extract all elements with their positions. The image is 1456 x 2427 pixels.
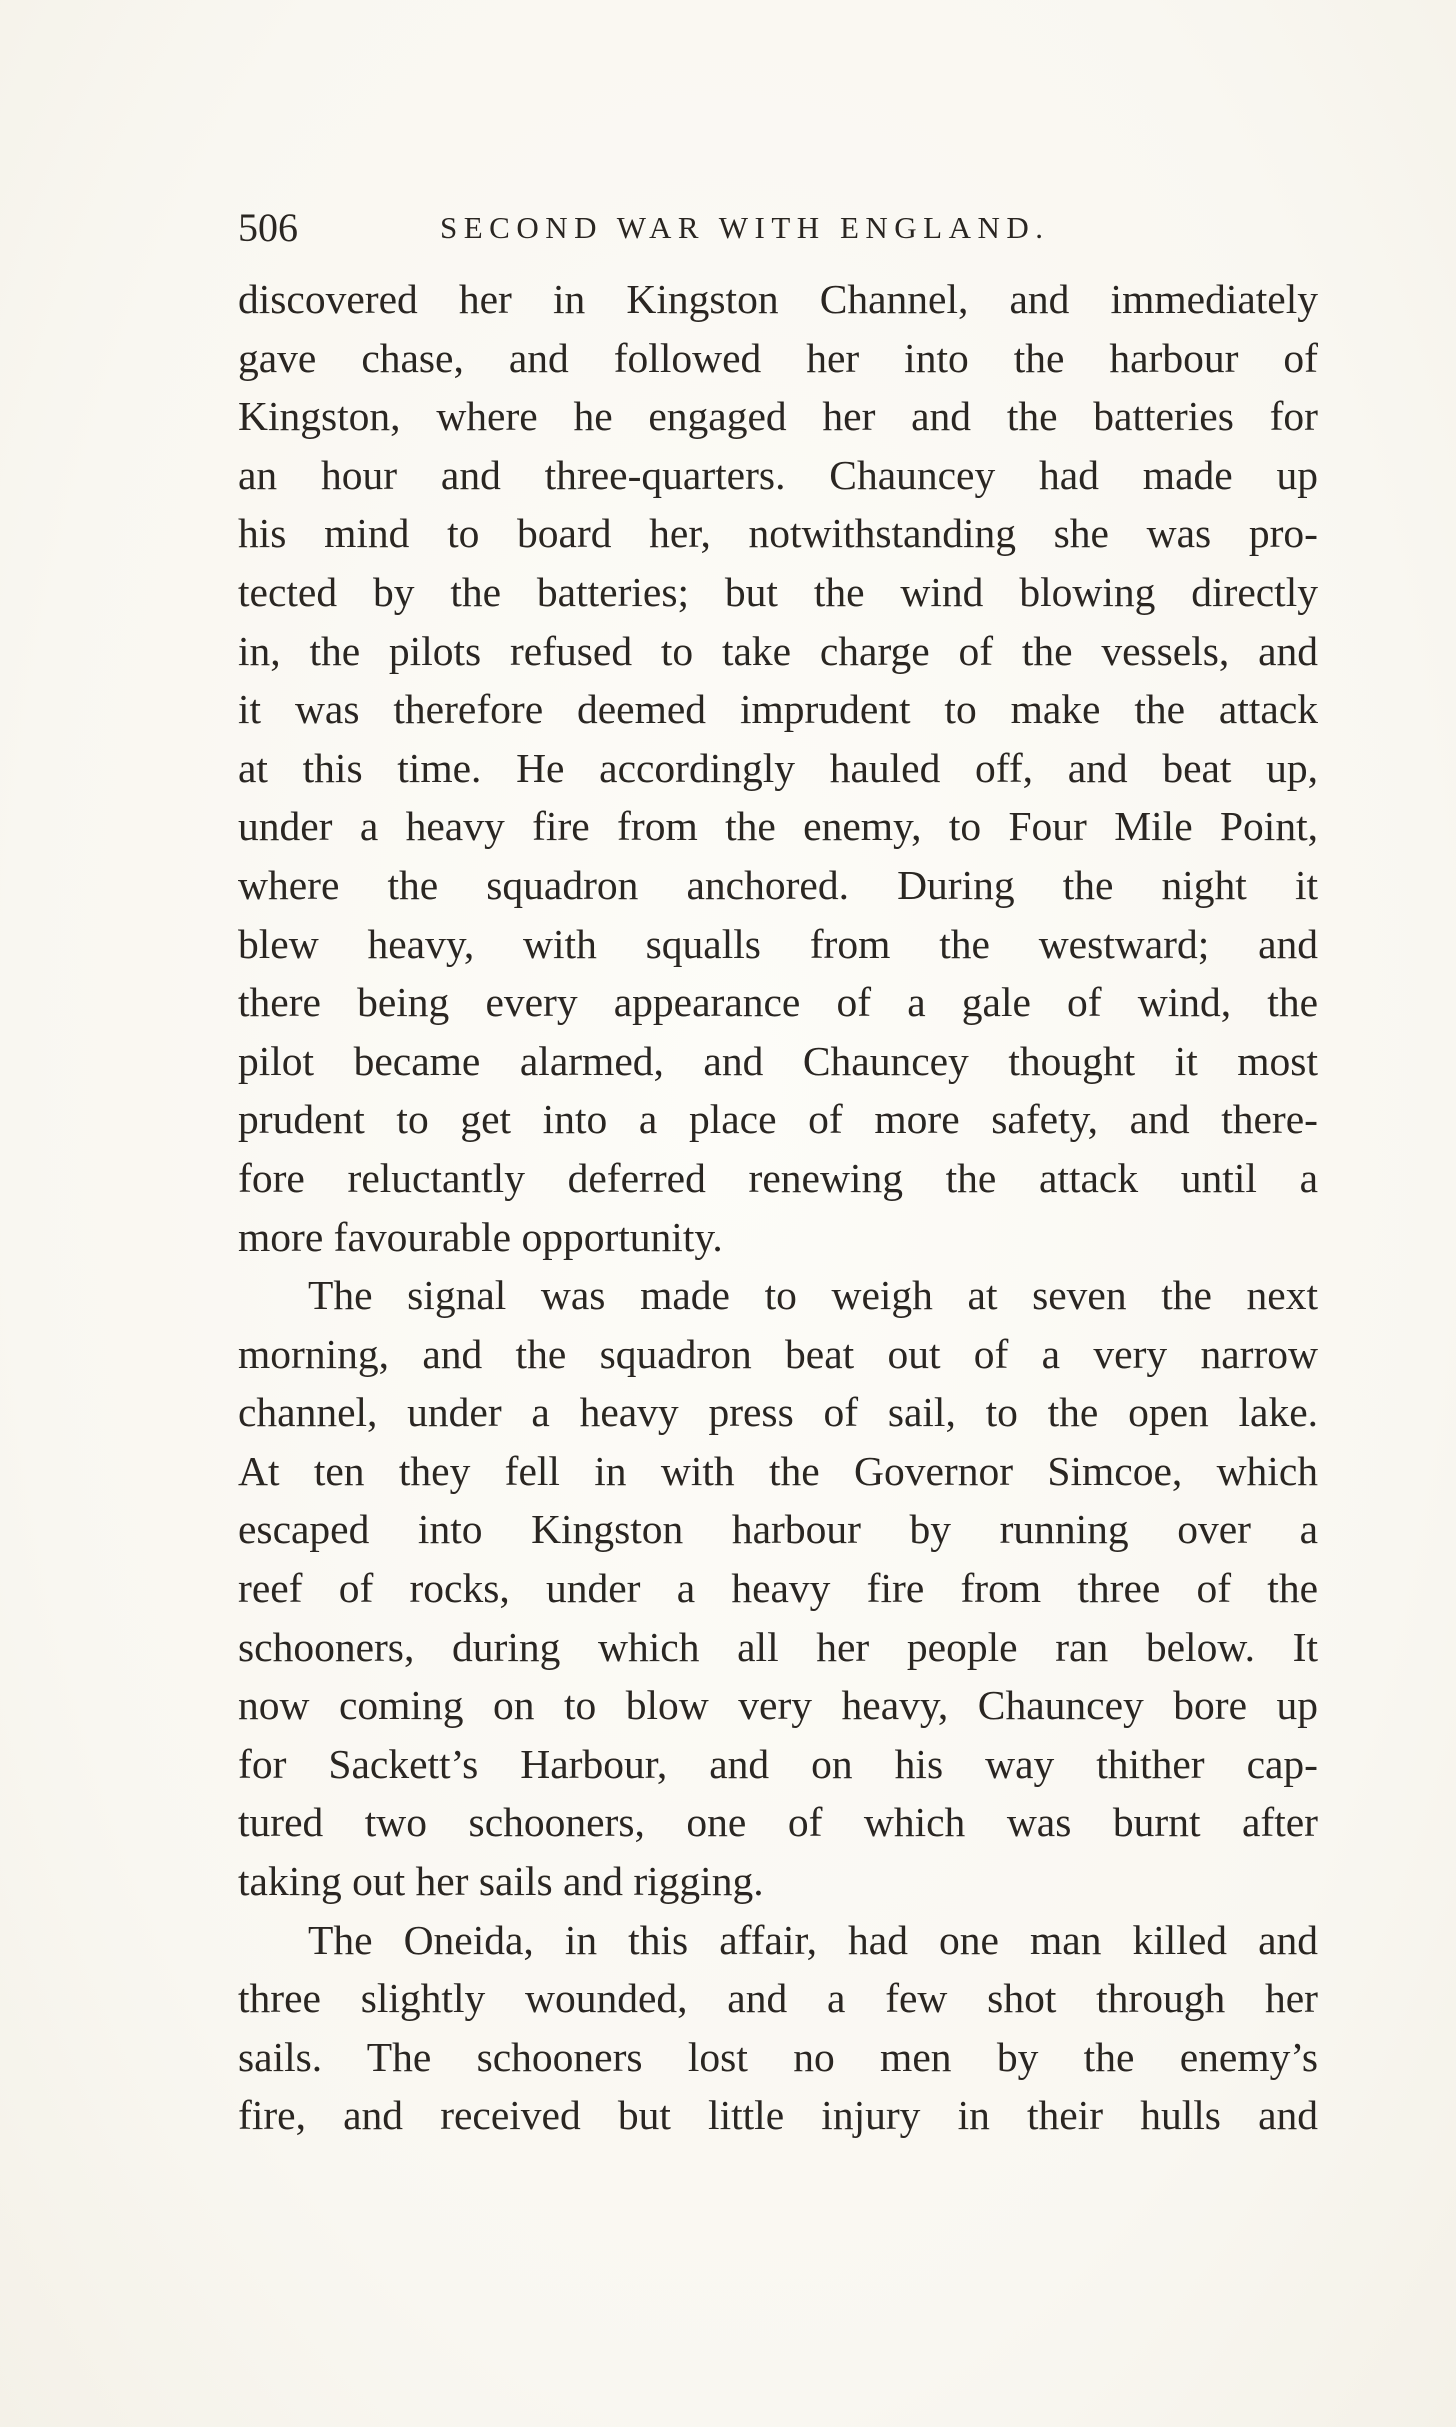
text-line: escaped into Kingston harbour by running over a [238,1506,1318,1553]
text-line: his mind to board her, notwithstanding she was pro- [238,510,1318,557]
text-line: fore reluctantly deferred renewing the attack until a [238,1154,1318,1201]
running-head: SECOND WAR WITH ENGLAND. [440,210,1050,245]
text-line: in, the pilots refused to take charge of the vessels, and [238,627,1318,674]
text-line: for Sackett’s Harbour, and on his way thither cap- [238,1740,1318,1787]
page-number: 506 [238,205,298,250]
text-line: three slightly wounded, and a few shot through her [238,1975,1318,2022]
text-line: channel, under a heavy press of sail, to the open lake. [238,1389,1318,1436]
body-text [238,270,1318,2145]
text-line: discovered her in Kingston Channel, and immediately [238,276,1318,322]
text-line: prudent to get into a place of more safety, and there- [238,1096,1318,1143]
text-line: gave chase, and followed her into the harbour of [238,334,1318,381]
text-line: under a heavy fire from the enemy, to Four Mile Point, [238,803,1318,850]
text-line: blew heavy, with squalls from the westward; and [238,920,1318,967]
text-line: schooners, during which all her people ran below. It [238,1623,1318,1670]
text-line: sails. The schooners lost no men by the enemy’s [238,2033,1318,2080]
text-line: fire, and received but little injury in their hulls and [238,2092,1318,2139]
text-line: Kingston, where he engaged her and the batteries for [238,393,1318,440]
paragraph-2 [238,1266,1318,1911]
text-line: an hour and three-quarters. Chauncey had made up [238,451,1318,498]
text-line: At ten they fell in with the Governor Simcoe, which [238,1447,1318,1494]
text-line: reef of rocks, under a heavy fire from three of the [238,1565,1318,1612]
text-line: The Oneida, in this affair, had one man killed and [308,1916,1318,1963]
text-line: The signal was made to weigh at seven the next [308,1272,1318,1319]
text-line: at this time. He accordingly hauled off, and beat up, [238,744,1318,791]
text-line: morning, and the squadron beat out of a very narrow [238,1330,1318,1377]
text-line: more favourable opportunity. [238,1213,723,1260]
text-line: taking out her sails and rigging. [238,1858,764,1905]
text-line: pilot became alarmed, and Chauncey thought it most [238,1037,1318,1084]
paragraph-3 [238,1911,1318,2145]
text-line: now coming on to blow very heavy, Chauncey bore up [238,1682,1318,1729]
text-line: where the squadron anchored. During the night it [238,861,1318,908]
page-header [238,198,1318,258]
text-line: tected by the batteries; but the wind blowing directly [238,568,1318,615]
text-line: there being every appearance of a gale of wind, the [238,979,1318,1026]
text-line: tured two schooners, one of which was burnt after [238,1799,1318,1846]
text-line: it was therefore deemed imprudent to make the attack [238,686,1318,733]
paragraph-1 [238,270,1318,1266]
